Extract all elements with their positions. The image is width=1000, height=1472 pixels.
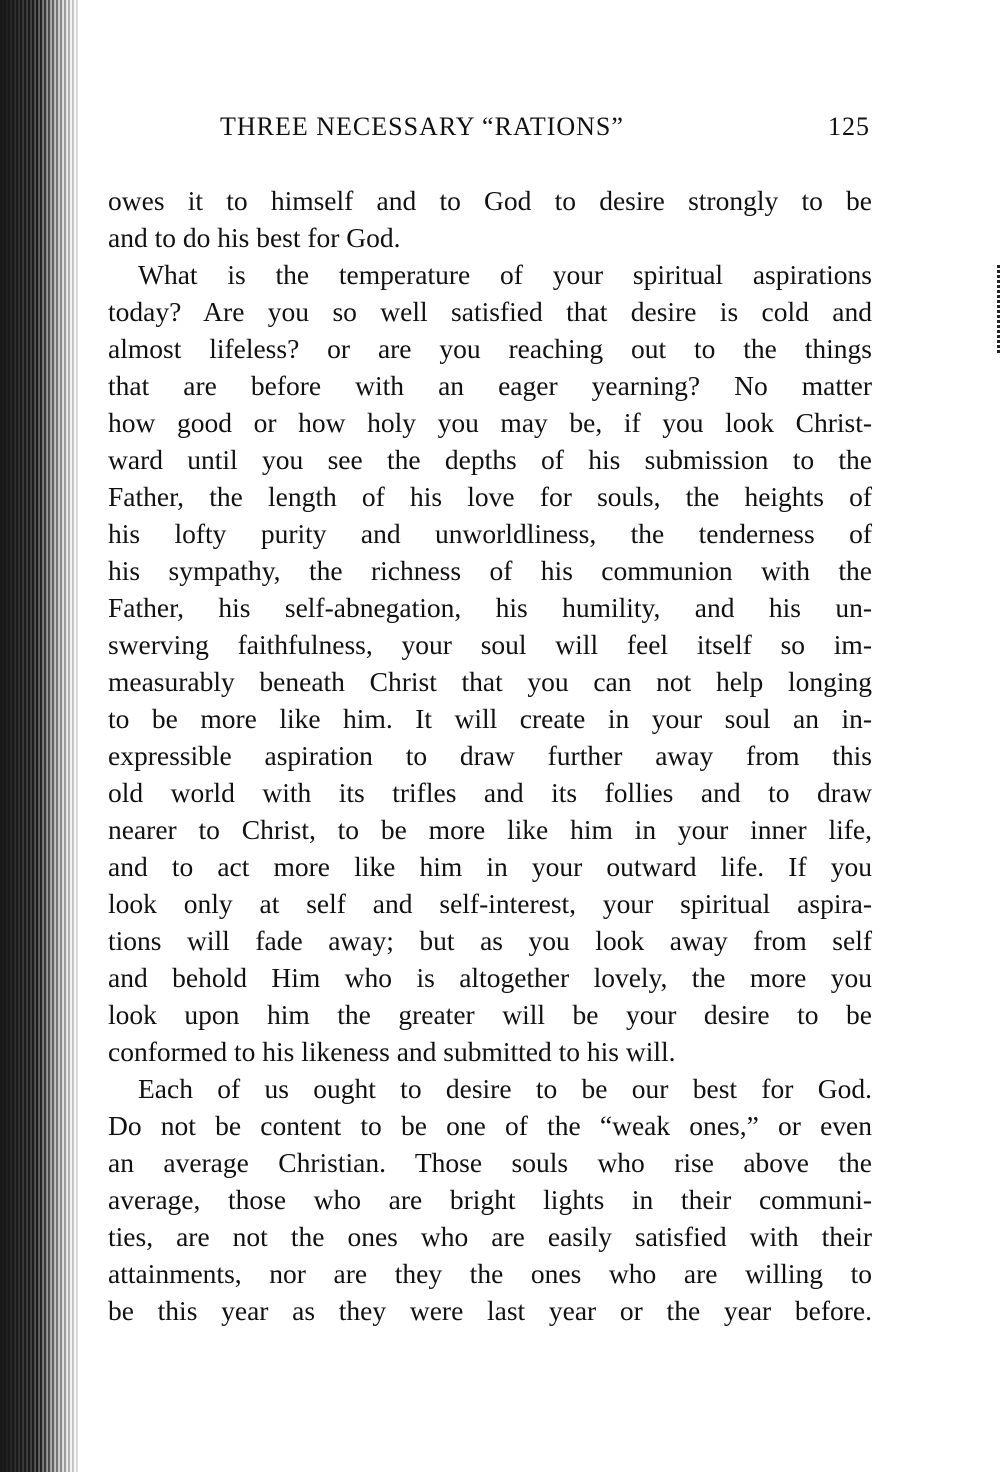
text-line: how good or how holy you may be, if you look Christ-: [108, 407, 872, 438]
text-line: conformed to his likeness and submitted to his will.: [108, 1036, 676, 1067]
text-line: look only at self and self-interest, your spiritual aspira-: [108, 888, 872, 919]
text-line: an average Christian. Those souls who rise above the: [108, 1147, 872, 1178]
text-line: Father, the length of his love for souls, the heights of: [108, 481, 872, 512]
text-line: owes it to himself and to God to desire strongly to be: [108, 185, 872, 216]
text-line: his lofty purity and unworldliness, the tenderness of: [108, 518, 872, 549]
text-line: look upon him the greater will be your desire to be: [108, 999, 872, 1030]
running-head-title: THREE NECESSARY “RATIONS”: [220, 112, 624, 141]
text-line: What is the temperature of your spiritual aspirations: [138, 259, 872, 290]
text-line: swerving faithfulness, your soul will feel itself so im-: [108, 629, 872, 660]
text-line: today? Are you so well satisfied that desire is cold and: [108, 296, 872, 327]
body-text: [108, 182, 872, 1329]
paragraph-1: [108, 182, 872, 256]
text-line: and to do his best for God.: [108, 222, 401, 253]
page-number: 125: [828, 112, 870, 141]
text-line: to be more like him. It will create in your soul an in-: [108, 703, 872, 734]
paragraph-3: [108, 1070, 872, 1329]
text-line: attainments, nor are they the ones who are willing to: [108, 1258, 872, 1289]
text-line: and behold Him who is altogether lovely, the more you: [108, 962, 872, 993]
text-line: nearer to Christ, to be more like him in your inner life,: [108, 814, 872, 845]
text-line: old world with its trifles and its follies and to draw: [108, 777, 872, 808]
text-line: average, those who are bright lights in their communi-: [108, 1184, 872, 1215]
text-line: that are before with an eager yearning? No matter: [108, 370, 872, 401]
binding-edge-fade: [40, 0, 85, 1472]
text-line: Father, his self-abnegation, his humility, and his un-: [108, 592, 872, 623]
text-line: ward until you see the depths of his submission to the: [108, 444, 872, 475]
text-line: Each of us ought to desire to be our best for God.: [138, 1073, 872, 1104]
text-line: almost lifeless? or are you reaching out to the things: [108, 333, 872, 364]
text-line: be this year as they were last year or the year before.: [108, 1295, 872, 1326]
text-line: tions will fade away; but as you look away from self: [108, 925, 872, 956]
text-line: Do not be content to be one of the “weak ones,” or even: [108, 1110, 872, 1141]
text-line: ties, are not the ones who are easily satisfied with their: [108, 1221, 872, 1252]
text-line: expressible aspiration to draw further away from this: [108, 740, 872, 771]
text-line: measurably beneath Christ that you can not help longing: [108, 666, 872, 697]
text-line: and to act more like him in your outward life. If you: [108, 851, 872, 882]
paragraph-2: [108, 256, 872, 1070]
text-line: his sympathy, the richness of his communion with the: [108, 555, 872, 586]
